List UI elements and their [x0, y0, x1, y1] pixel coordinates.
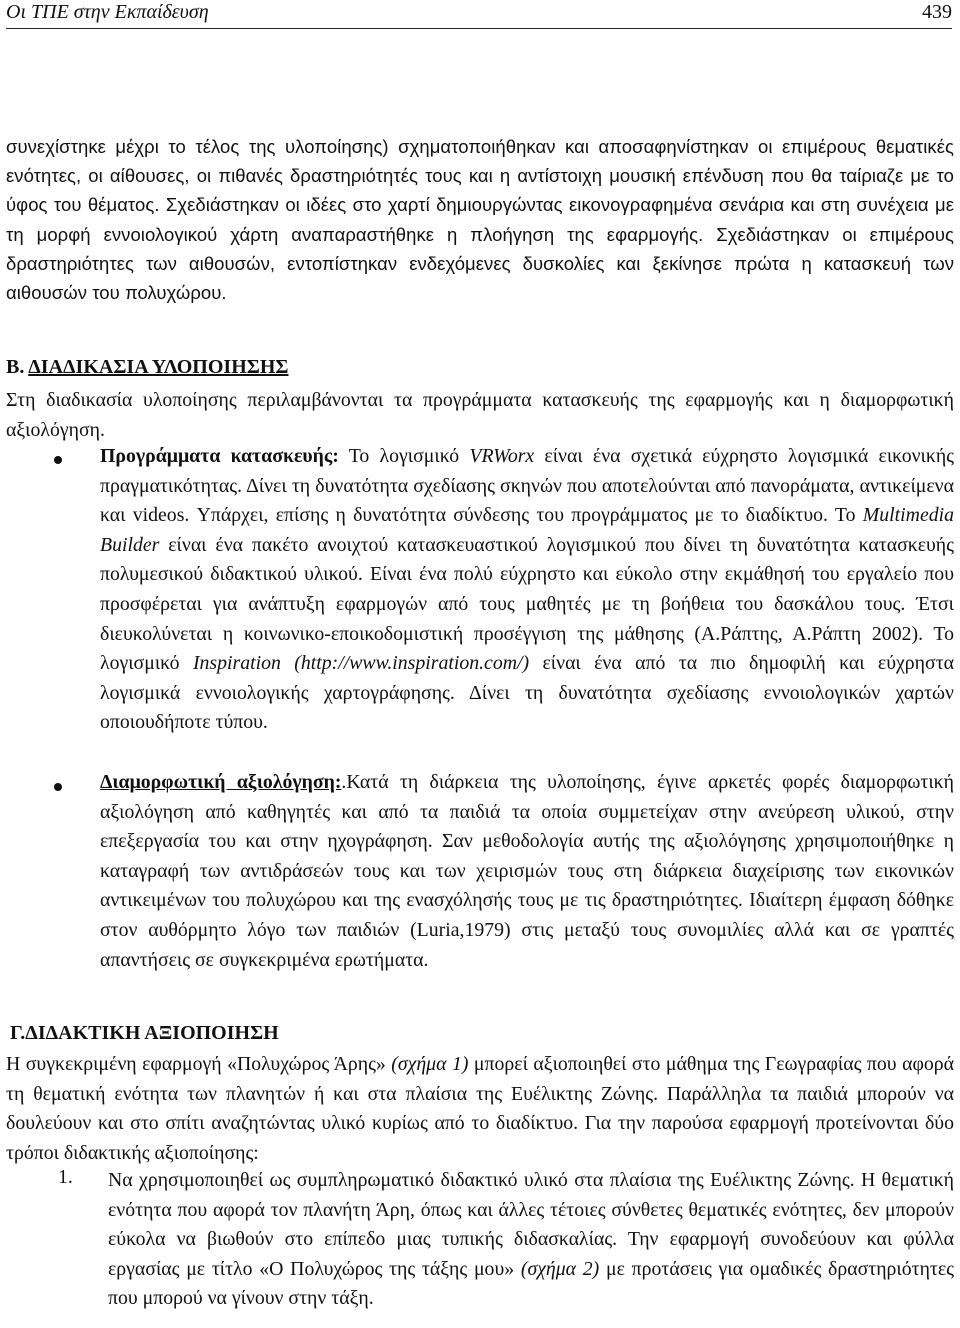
bullet1-label: Προγράμματα κατασκευής:	[100, 445, 339, 467]
journal-title: Οι ΤΠΕ στην Εκπαίδευση	[6, 1, 209, 23]
bullet2-text: .Κατά τη διάρκεια της υλοποίησης, έγινε αρκετές φορές διαμορφωτική αξιολόγηση από καθηγητές και από τα παιδιά τα οποία συμμετείχαν στην ανεύρεση υλικού, στην επεξεργασία του και στην ηχογράφηση. Σαν μεθοδολογία αυτής της αξιολόγησης χρησιμοποιήθηκε η καταγραφή των αντιδράσεών τους και των χειρισμών τους στη διάρκεια διαχείρισης των εικονικών αντικειμένων του πολυχώρου και της ενασχόλησής τους με τις δραστηριότητες. Ιδιαίτερη έμφαση δόθηκε στον αυθόρμητο λόγο των παιδιών (Luria,1979) στις μεταξύ τους συνομιλίες αλλά και σε γραπτές απαντήσεις σε συγκεκριμένα ερωτήματα.	[100, 771, 954, 971]
bullet-dot-1	[54, 456, 62, 464]
section-c-text-1: Η συγκεκριμένη εφαρμογή «Πολυχώρος Άρης»	[6, 1053, 392, 1075]
section-b-prefix: Β.	[6, 356, 25, 378]
section-b-heading	[6, 356, 288, 379]
section-c-paragraph	[6, 1050, 954, 1168]
vrworx-name: VRWorx	[469, 445, 535, 467]
inspiration-name: Inspiration	[192, 652, 281, 675]
bullet2-label: Διαμορφωτική αξιολόγηση:	[100, 771, 342, 793]
intro-paragraph: συνεχίστηκε μέχρι το τέλος της υλοποίησης) σχηματοποιήθηκαν και αποσαφηνίστηκαν οι επιμέρους θεματικές ενότητες, οι αίθουσες, οι πιθανές δραστηριότητές τους και η αντίστοιχη μουσική επένδυση που θα ταίριαζε με το ύφος του θέματος. Σχεδιάστηκαν οι ιδέες στο χαρτί δημιουργώντας εικονογραφημένα σενάρια και στη συνέχεια με τη μορφή εννοιολογικού χάρτη αναπαραστήθηκε η πλοήγηση της εφαρμογής. Σχεδιάστηκαν οι επιμέρους δραστηριότητες των αιθουσών, εντοπίστηκαν ενδεχόμενες δυσκολίες και ξεκίνησε πρώτα η κατασκευή των αιθουσών του πολυχώρου.	[6, 136, 954, 304]
figure-2-ref: (σχήμα 2)	[520, 1257, 600, 1280]
section-b-intro: Στη διαδικασία υλοποίησης περιλαμβάνονται τα προγράμματα κατασκευής της εφαρμογής και η διαμορφωτική αξιολόγηση.	[6, 389, 954, 441]
bullet-dot-2	[54, 783, 62, 791]
figure-1-ref: (σχήμα 1)	[391, 1053, 469, 1075]
list-item-1-text-2: με προτάσεις για ομαδικές δραστηριότητες που μπορού να γίνουν στην τάξη.	[108, 1257, 954, 1310]
running-header	[6, 0, 952, 29]
list-item-1-marker: 1.	[58, 1166, 73, 1188]
bullet1-text-2: είναι ένα σχετικά εύχρηστο λογισμικά εικονικής πραγματικότητας. Δίνει τη δυνατότητα σχεδίασης σκηνών που αποτελούνται από πανοράματα, αντικείμενα και videos. Υπάρχει, επίσης η δυνατότητα σύνδεσης του προγράμματος με το διαδίκτυο. Το	[100, 445, 954, 527]
list-item-1	[108, 1166, 954, 1314]
bullet-construction-programs	[100, 442, 954, 738]
bullet-formative-evaluation	[100, 768, 954, 975]
list-item-1-text-1: Να χρησιμοποιηθεί ως συμπληρωματικό διδακτικό υλικό στα πλαίσια της Ευέλικτης Ζώνης. Η θεματική ενότητα που αφορά τον πλανήτη Άρη, όπως και άλλες τέτοιες σύνθετες θεματικές ενότητες, δεν μπορούν εύκολα να βιωθούν στο επίπεδο μιας τυπικής διδασκαλίας. Την εφαρμογή συνοδεύουν και φύλλα εργασίας με τίτλο «Ο Πολυχώρος της τάξης μου»	[108, 1169, 954, 1280]
bullet1-text-1: Το λογισμικό	[338, 445, 470, 467]
section-b-title: ΔΙΑΔΙΚΑΣΙΑ ΥΛΟΠΟΙΗΣΗΣ	[28, 356, 289, 378]
section-c-heading: Γ.ΔΙΔΑΚΤΙΚΗ ΑΞΙΟΠΟΙΗΣΗ	[10, 1022, 279, 1044]
page-number: 439	[922, 1, 952, 23]
inspiration-url: (http://www.inspiration.com/)	[294, 652, 530, 675]
bullet1-text-3: είναι ένα πακέτο ανοιχτού κατασκευαστικού λογισμικού που δίνει τη δυνατότητα κατασκευής πολυμεσικού διδακτικού υλικού. Είναι ένα πολύ εύχρηστο και εύκολο στην εκμάθησή του εργαλείο που προσφέρεται για ανάπτυξη εφαρμογών από τους μαθητές με τη βοήθεια του δασκάλου τους. Έτσι διευκολύνεται η κοινωνικο-εποικοδομιστική προσέγγιση της μάθησης (Α.Ράπτης, Α.Ράπτη 2002). Το λογισμικό	[100, 533, 954, 675]
section-c-text-2: μπορεί αξιοποιηθεί στο μάθημα της Γεωγραφίας που αφορά τη θεματική ενότητα των πλανητών ή και στα πλαίσια της Ευέλικτης Ζώνης. Παράλληλα τα παιδιά μπορούν να δουλεύουν και στο σπίτι αναζητώντας υλικό κυρίως από το διαδίκτυο. Για την παρούσα εφαρμογή προτείνονται δύο τρόποι διδακτικής αξιοποίησης:	[6, 1053, 954, 1164]
multimedia-builder-name: Multimedia Builder	[100, 504, 954, 556]
bullet1-text-4: είναι ένα από τα πιο δημοφιλή και εύχρηστα λογισμικά εννοιολογικής χαρτογράφησης. Δίνει τη δυνατότητα σχεδίασης εννοιολογικών χαρτών οποιουδήποτε τύπου.	[100, 652, 955, 734]
